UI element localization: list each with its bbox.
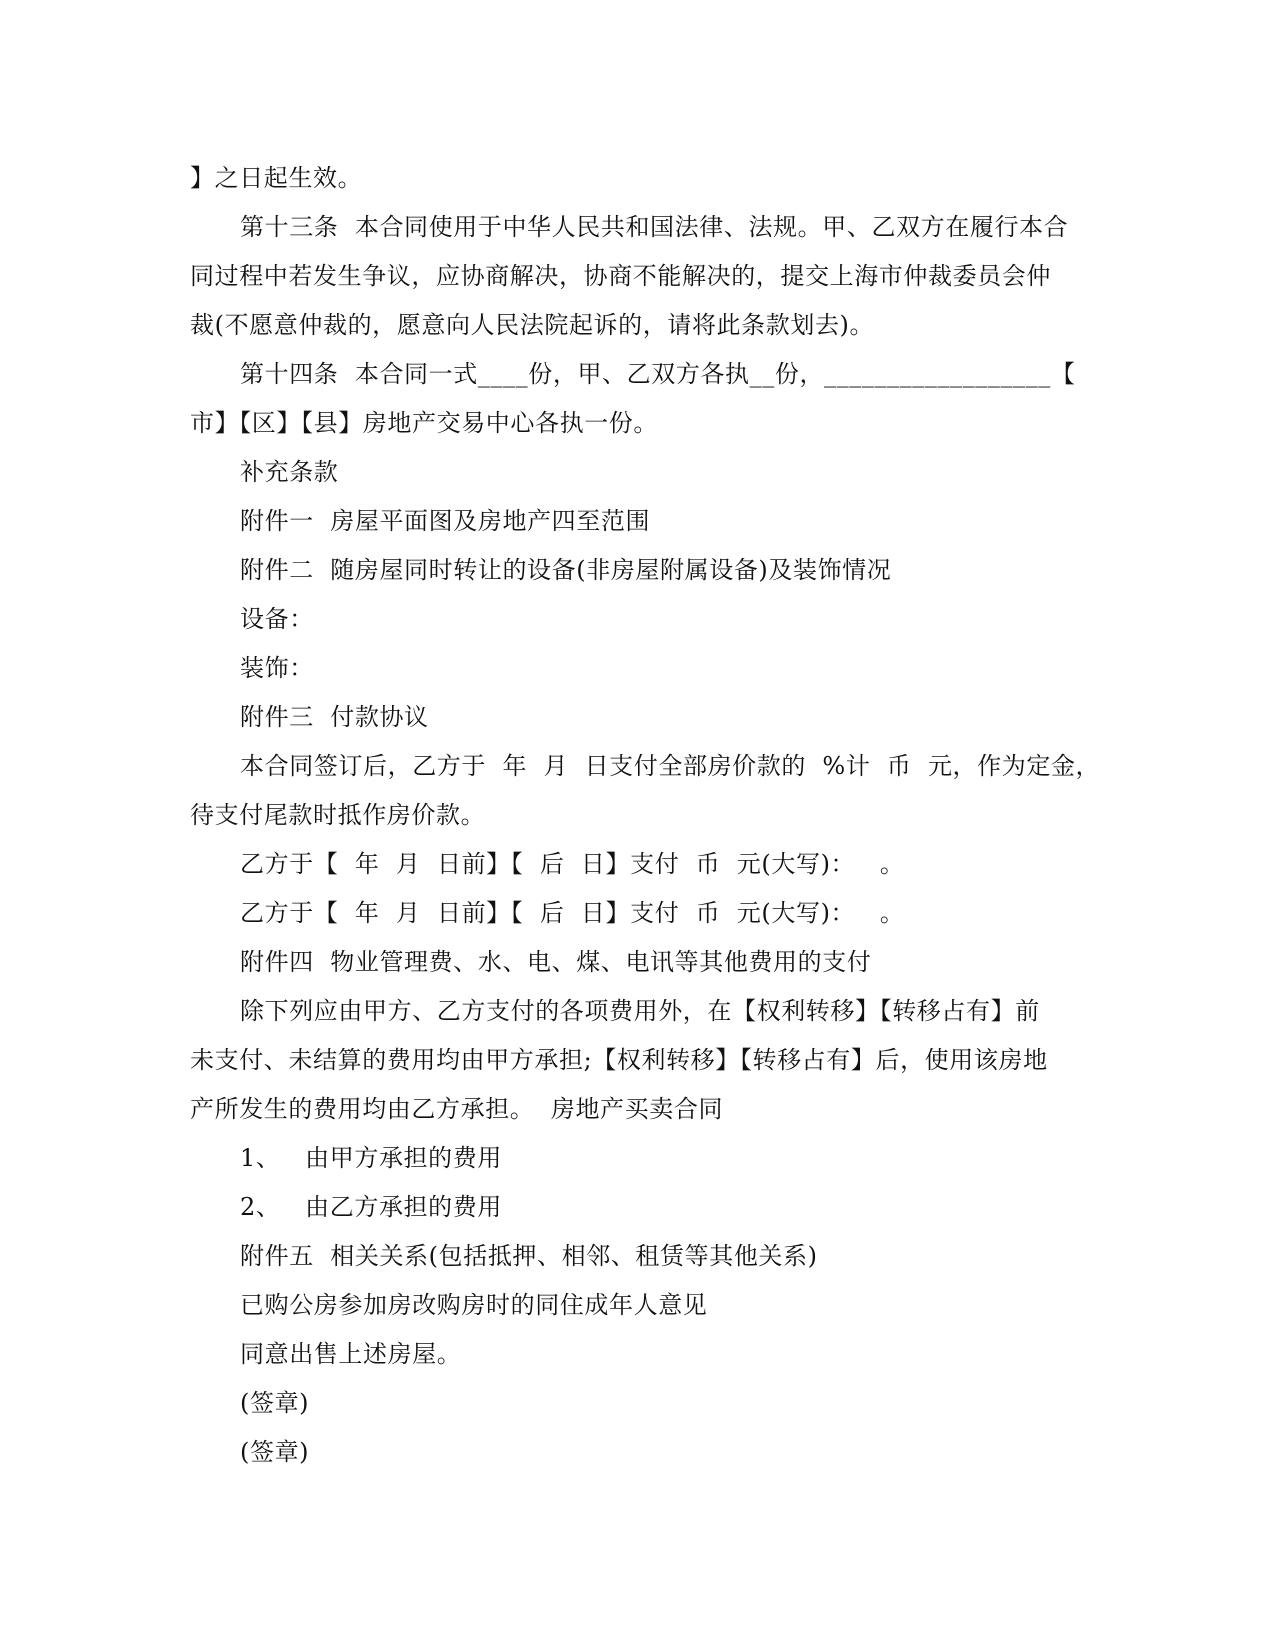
document-line: 】之日起生效。 (190, 164, 363, 192)
document-line: 乙方于【 年 月 日前】【 后 日】支付 币 元(大写)： 。 (240, 899, 905, 927)
document-line: 本合同签订后，乙方于 年 月 日支付全部房价款的 %计 币 元，作为定金， (240, 752, 1101, 780)
document-line: (签章) (240, 1438, 310, 1466)
document-line: 已购公房参加房改购房时的同住成年人意见 (240, 1291, 708, 1319)
document-line: 补充条款 (240, 458, 339, 486)
document-line: 同过程中若发生争议，应协商解决，协商不能解决的，提交上海市仲裁委员会仲 (190, 262, 1051, 290)
document-line: 裁(不愿意仲裁的，愿意向人民法院起诉的，请将此条款划去)。 (190, 311, 875, 339)
document-line: 同意出售上述房屋。 (240, 1340, 462, 1368)
document-line: 装饰： (240, 654, 314, 682)
document-line: 产所发生的费用均由乙方承担。 房地产买卖合同 (190, 1095, 724, 1123)
document-body (190, 154, 1101, 1477)
document-line: 附件一 房屋平面图及房地产四至范围 (240, 507, 651, 535)
document-line: 1、 由甲方承担的费用 (240, 1144, 502, 1172)
document-line: 乙方于【 年 月 日前】【 后 日】支付 币 元(大写)： 。 (240, 850, 905, 878)
document-line: 市】【区】【县】房地产交易中心各执一份。 (190, 409, 658, 437)
document-line: 设备： (240, 605, 314, 633)
document-line: 附件四 物业管理费、水、电、煤、电讯等其他费用的支付 (240, 948, 872, 976)
document-line: (签章) (240, 1389, 310, 1417)
document-line: 附件三 付款协议 (240, 703, 429, 731)
document-line: 第十三条 本合同使用于中华人民共和国法律、法规。甲、乙双方在履行本合 (240, 213, 1069, 241)
document-line: 附件五 相关关系(包括抵押、相邻、租赁等其他关系) (240, 1242, 818, 1270)
document-line: 未支付、未结算的费用均由甲方承担;【权利转移】【转移占有】后，使用该房地 (190, 1046, 1048, 1074)
document-line: 第十四条 本合同一式____份，甲、乙双方各执__份，__________________【 (240, 360, 1076, 388)
document-line: 除下列应由甲方、乙方支付的各项费用外，在【权利转移】【转移占有】前 (240, 997, 1040, 1025)
document-line: 附件二 随房屋同时转让的设备(非房屋附属设备)及装饰情况 (240, 556, 892, 584)
document-line: 2、 由乙方承担的费用 (240, 1193, 502, 1221)
document-line: 待支付尾款时抵作房价款。 (190, 801, 486, 829)
